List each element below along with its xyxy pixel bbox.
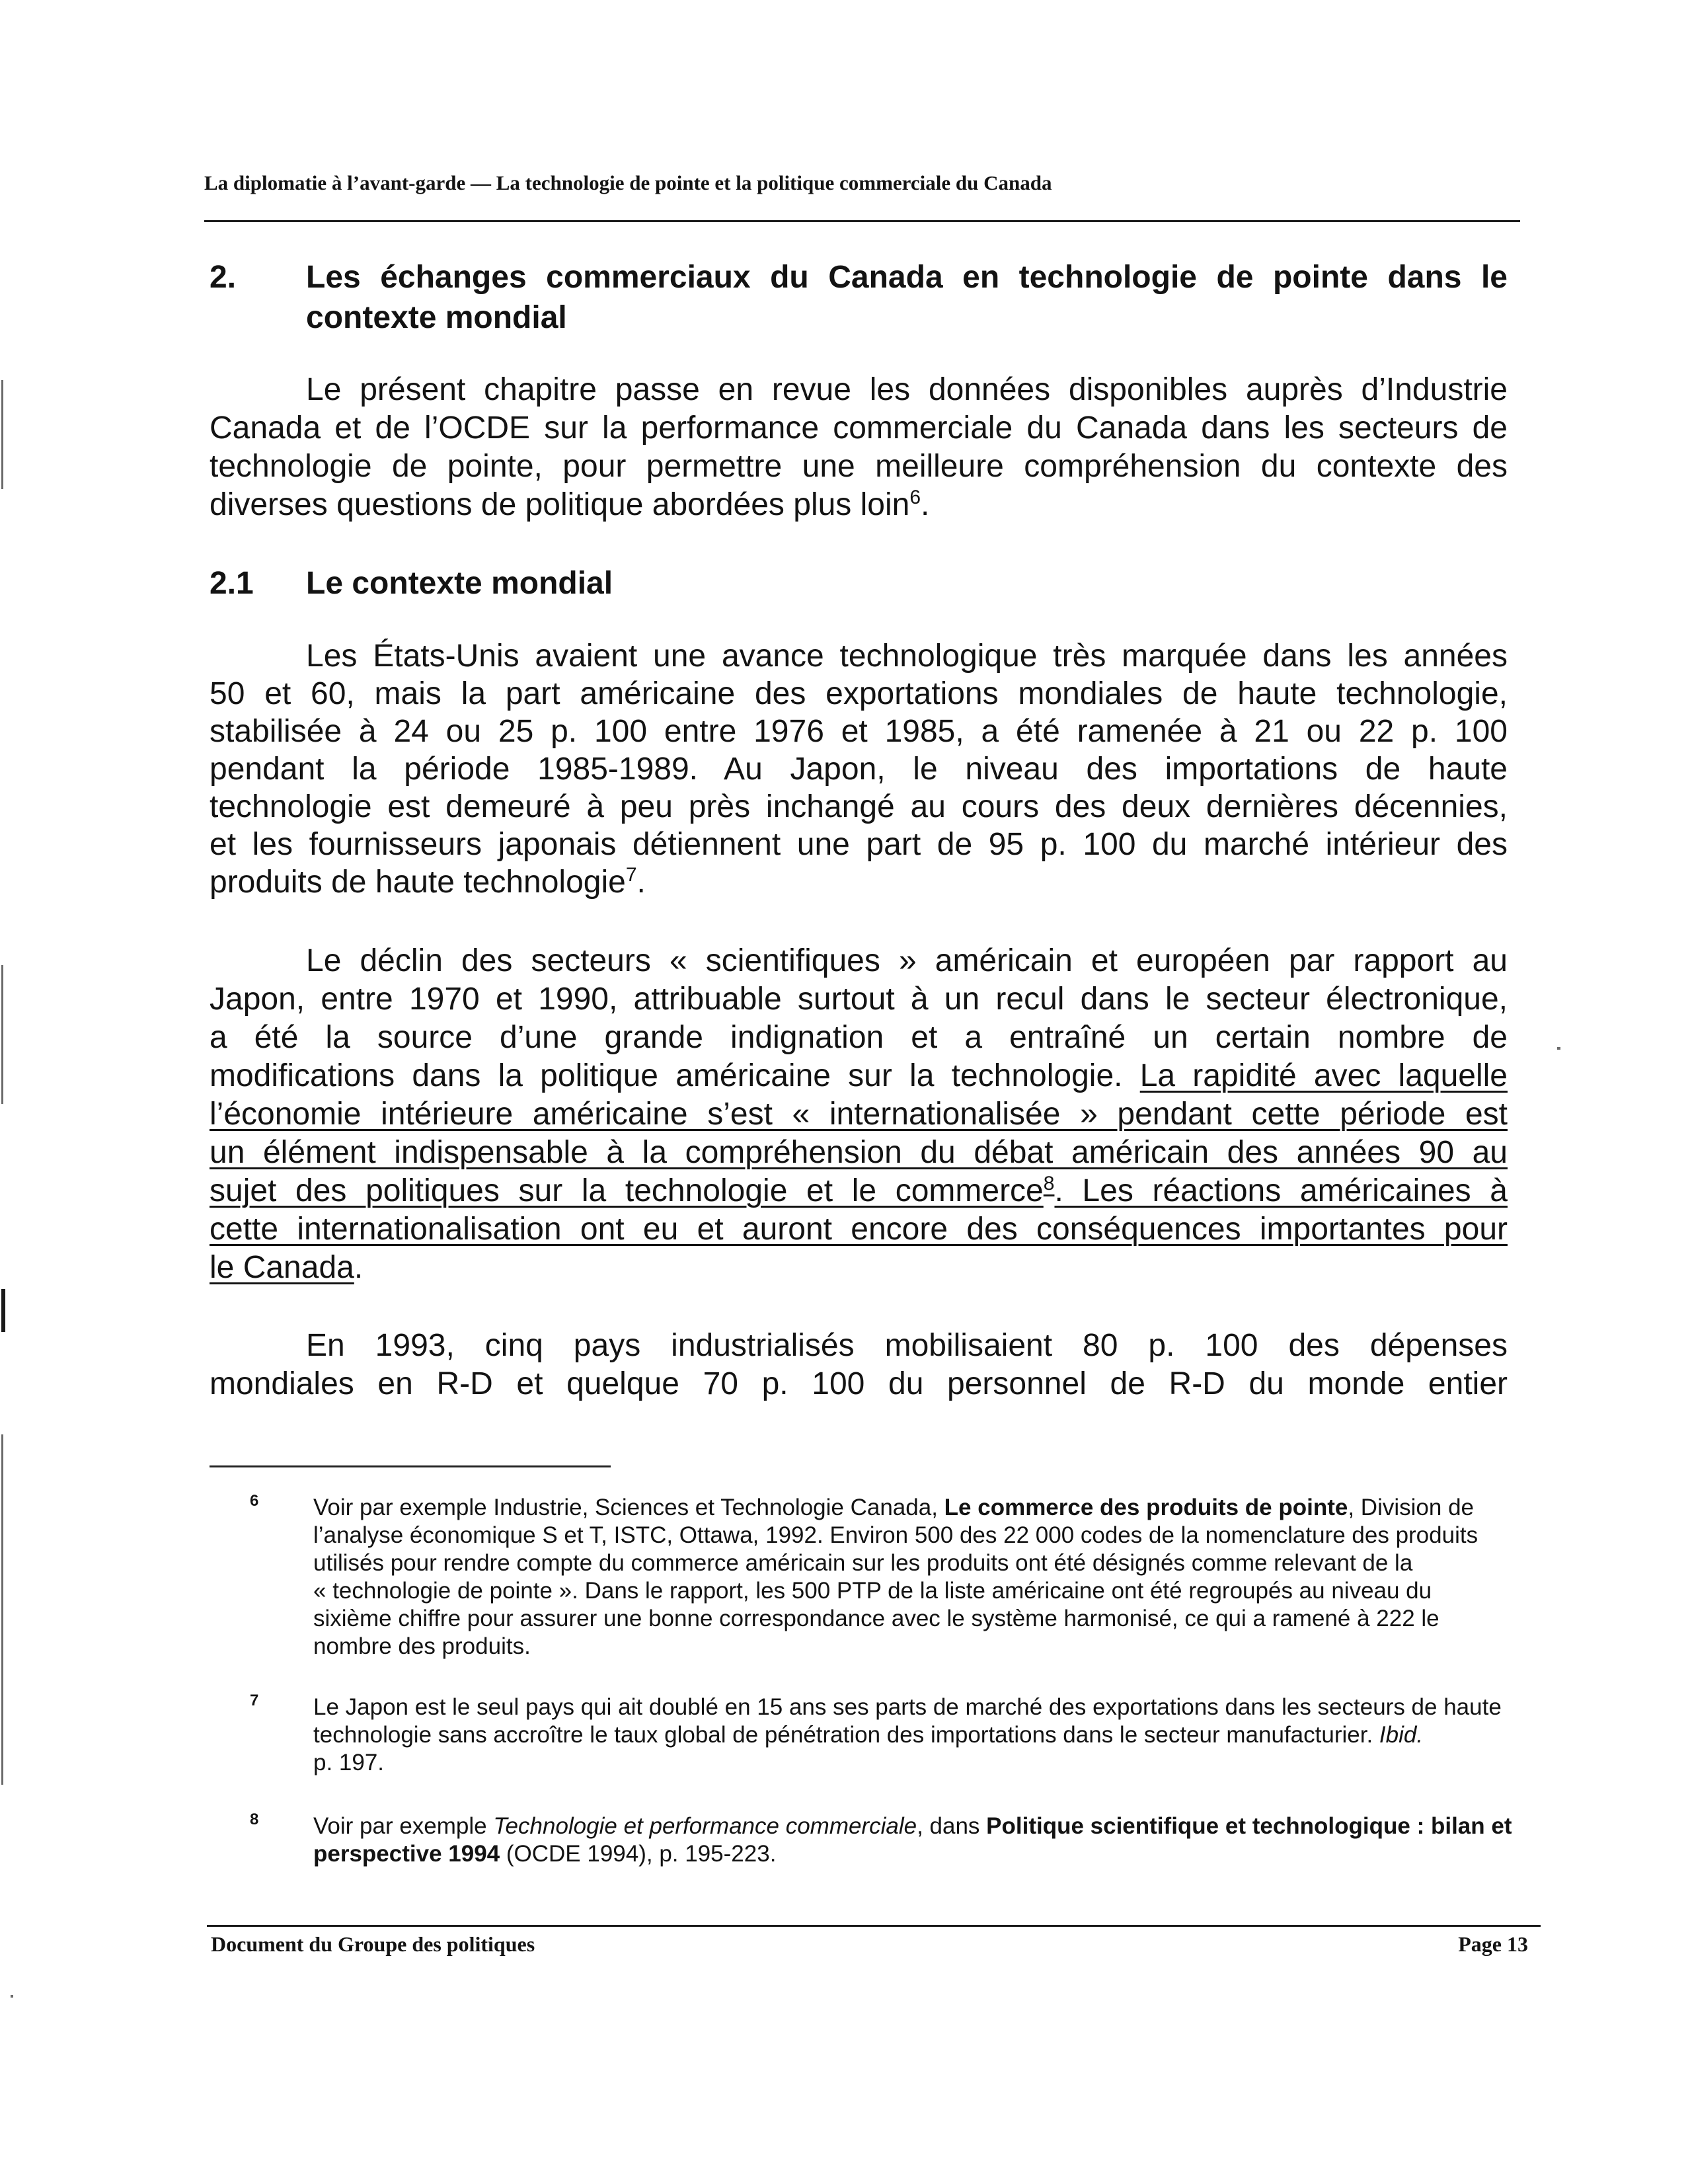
line-text: technologie sans accroître le taux global de pénétration des importations dans le secteur manufacturier. [313, 1722, 1379, 1748]
underlined-text: le Canada [210, 1250, 354, 1285]
paragraph-line [210, 1172, 1508, 1210]
paragraph-line [210, 1210, 1508, 1249]
footnote-line: « technologie de pointe ». Dans le rapport, les 500 PTP de la liste américaine ont été regroupés au niveau du [313, 1578, 1432, 1604]
paragraph-us-lead [210, 637, 1508, 901]
footnote-ref: 6 [909, 487, 921, 508]
footnote-line: l’analyse économique S et T, ISTC, Ottawa, 1992. Environ 500 des 22 000 codes de la nomenclature des produits [313, 1522, 1478, 1548]
underlined-text: La rapidité avec laquelle [1139, 1058, 1508, 1093]
paragraph-line [210, 1095, 1508, 1134]
cited-title: Le commerce des produits de pointe [944, 1495, 1348, 1520]
paragraph-line [210, 1249, 1508, 1287]
paragraph-rd [210, 1327, 1508, 1403]
paragraph-line: Japon, entre 1970 et 1990, attribuable surtout à un recul dans le secteur électronique, [210, 982, 1508, 1017]
footnote-marker: 6 [250, 1492, 259, 1510]
paragraph-line: mondiales en R-D et quelque 70 p. 100 du personnel de R-D du monde entier [210, 1366, 1508, 1401]
paragraph-line: technologie de pointe, pour permettre une meilleure compréhension du contexte des [210, 449, 1508, 484]
section-title-line: contexte mondial [306, 300, 567, 335]
section-number: 2. [210, 260, 237, 295]
footnote-line: nombre des produits. [313, 1633, 531, 1659]
line-text: . [636, 865, 646, 900]
underlined-text: sujet des politiques sur la technologie et le commerce [210, 1173, 1044, 1208]
footnote-8 [250, 1813, 1539, 1868]
footnote-6 [250, 1494, 1539, 1660]
cited-publication: perspective 1994 [313, 1841, 500, 1867]
cited-title: Technologie et performance commerciale [493, 1813, 917, 1839]
paragraph-line: pendant la période 1985-1989. Au Japon, le niveau des importations de haute [210, 752, 1508, 787]
footer-rule [207, 1925, 1541, 1927]
footnote-line [313, 1813, 1539, 1840]
line-text: Voir par exemple Industrie, Sciences et Technologie Canada, [313, 1495, 944, 1520]
subsection-title: Le contexte mondial [306, 566, 613, 601]
line-text: . [354, 1250, 364, 1285]
footer-document-name: Document du Groupe des politiques [211, 1932, 535, 1956]
line-text: , dans [917, 1813, 987, 1839]
header-rule [204, 220, 1520, 222]
page-number: Page 13 [1458, 1932, 1528, 1956]
footnote-line: p. 197. [313, 1750, 385, 1775]
paragraph-line: Les États-Unis avaient une avance technologique très marquée dans les années [306, 639, 1508, 674]
footnote-line: utilisés pour rendre compte du commerce américain sur les produits ont été désignés comme relevant de la [313, 1550, 1413, 1576]
paragraph-line: et les fournisseurs japonais détiennent une part de 95 p. 100 du marché intérieur des [210, 827, 1508, 862]
paragraph-line: a été la source d’une grande indignation et a entraîné un certain nombre de [210, 1020, 1508, 1055]
paragraph-line: Le présent chapitre passe en revue les données disponibles auprès d’Industrie [306, 372, 1508, 407]
underlined-text: cette internationalisation ont eu et auront encore des conséquences importantes pour [210, 1212, 1508, 1247]
scan-artifact [1, 1289, 5, 1332]
underlined-text: l’économie intérieure américaine s’est « internationalisée » pendant cette période est [210, 1097, 1508, 1132]
subsection-heading [210, 565, 1508, 603]
footnote-line [313, 1721, 1539, 1749]
paragraph-decline [210, 942, 1508, 1287]
footnote-7 [250, 1694, 1539, 1777]
section-heading [210, 257, 1508, 338]
scan-artifact [1557, 1047, 1560, 1050]
line-text: Voir par exemple [313, 1813, 494, 1839]
section-title-line: Les échanges commerciaux du Canada en technologie de pointe dans le [306, 260, 1508, 295]
line-text: modifications dans la politique américaine sur la technologie. [210, 1058, 1140, 1093]
paragraph-line [210, 1057, 1508, 1095]
cited-publication: Politique scientifique et technologique : bilan et [986, 1813, 1512, 1839]
paragraph-line: Canada et de l’OCDE sur la performance commerciale du Canada dans les secteurs de [210, 410, 1508, 446]
footnote-marker: 8 [250, 1811, 259, 1828]
paragraph-intro [210, 371, 1508, 524]
paragraph-line: 50 et 60, mais la part américaine des exportations mondiales de haute technologie, [210, 676, 1508, 711]
scan-artifact [1, 965, 3, 1104]
paragraph-line: En 1993, cinq pays industrialisés mobilisaient 80 p. 100 des dépenses [306, 1328, 1508, 1363]
line-text: , Division de [1348, 1495, 1474, 1520]
line-text: . [921, 487, 930, 522]
footnote-line: sixième chiffre pour assurer une bonne correspondance avec le système harmonisé, ce qui a ramené à 222 le [313, 1606, 1439, 1631]
subsection-number: 2.1 [210, 566, 254, 601]
scan-artifact [1, 380, 3, 489]
line-text: diverses questions de politique abordées plus loin [210, 487, 910, 522]
paragraph-line [210, 486, 1508, 524]
footnote-marker: 7 [250, 1692, 259, 1709]
paragraph-line: stabilisée à 24 ou 25 p. 100 entre 1976 et 1985, a été ramenée à 21 ou 22 p. 100 [210, 714, 1508, 749]
underlined-text: . Les réactions américaines à [1054, 1173, 1508, 1208]
paragraph-line: technologie est demeuré à peu près inchangé au cours des deux dernières décennies, [210, 789, 1508, 824]
running-header: La diplomatie à l’avant-garde — La technologie de pointe et la politique commerciale du Canada [204, 171, 1052, 194]
ibid-reference: Ibid. [1379, 1722, 1424, 1748]
footnote-line: Le Japon est le seul pays qui ait doublé en 15 ans ses parts de marché des exportations dans les secteurs de haute [313, 1694, 1502, 1720]
scan-artifact [11, 1995, 13, 1998]
footnote-ref: 8 [1043, 1173, 1055, 1194]
paragraph-line: Le déclin des secteurs « scientifiques » américain et européen par rapport au [306, 943, 1508, 978]
underlined-text: un élément indispensable à la compréhension du débat américain des années 90 au [210, 1135, 1508, 1170]
line-text: produits de haute technologie [210, 865, 626, 900]
footnote-line [313, 1494, 1539, 1522]
line-text: (OCDE 1994), p. 195-223. [500, 1841, 777, 1867]
scan-artifact [1, 1434, 3, 1785]
footnote-separator [210, 1465, 611, 1467]
footnote-ref: 7 [625, 864, 637, 886]
paragraph-line [210, 863, 1508, 901]
paragraph-line [210, 1134, 1508, 1172]
footnote-line [313, 1840, 1539, 1868]
